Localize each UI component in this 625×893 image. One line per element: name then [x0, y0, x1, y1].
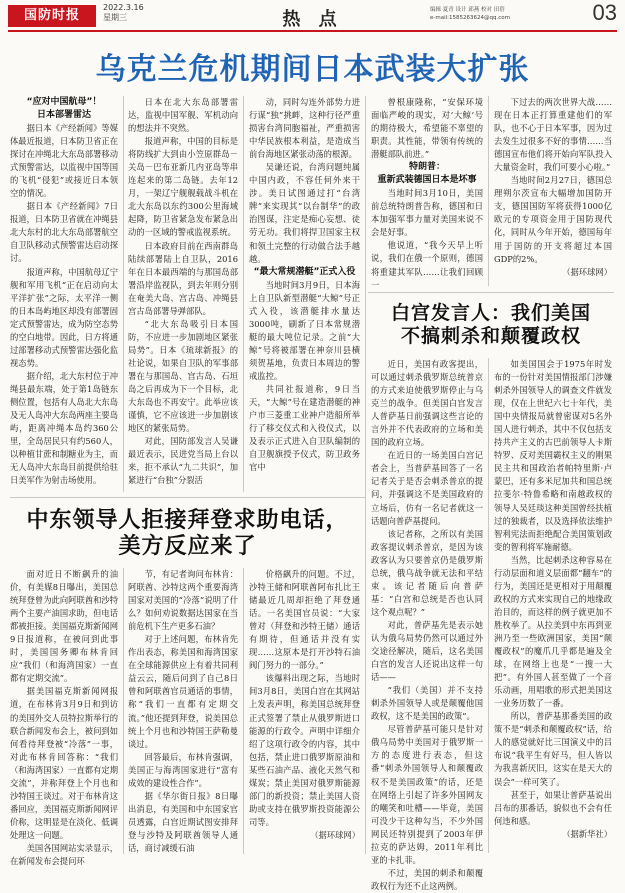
article3-headline — [10, 508, 365, 560]
column-divider — [123, 96, 124, 492]
source-credit: （据环球网） — [562, 266, 612, 277]
date-text: 2022.3.16 — [103, 3, 144, 12]
article2-headline — [368, 302, 614, 348]
paragraph: 日本政府目前在西南群岛陆续部署陆上自卫队，2016年在日本最西端的与那国岛部署沿岸监视队，到去年则分别在奄美大岛、宫古岛、冲绳县宫古岛部署导弹部队。 — [128, 240, 238, 316]
paragraph: 价格飙升的问题。不过，沙特王储和阿联酋阿布扎比王储最近几周却拒绝了拜登通话。一名美国官员说：“大家曾对（拜登和沙特王储）通话有期待，但通话并没有实现……这原本是打开沙特石油阀门努力的一部分。” — [249, 569, 360, 671]
article1-column-3 — [249, 96, 360, 492]
article1-column-1 — [10, 96, 118, 492]
subheading: 日本部署雷达 — [36, 110, 91, 120]
paragraph: 面对近日不断飙升的油价，有美媒8日曝出，美国总统拜登曾为此向阿联酋和沙特两个主要产油国求助，但电话都被拒接。美国福克斯新闻网9日报道称，在被问到此事时，美国国务卿布林肯回应“我们（和海湾国家）一直都有定期交流”。 — [10, 569, 118, 684]
paragraph: 据美国福克斯新闻网报道，在布林肯3月9日和到访的美国外交人员特拉斯举行的联合新闻发布会上，被问到如何看待拜登被“冷落”一事，对此布林肯回答称：“我们（和海湾国家）一直都有定期交流”，并称拜登上个月也和沙特国王谈过。对于布林肯这番回应，美国福克斯新闻网评价称，这明显是在淡化、低调处理这一问题。 — [10, 686, 118, 840]
article3-column-1 — [10, 568, 118, 867]
paragraph: 该记者称，之所以有美国政客提议刺杀普京，是因为该政客认为只要普京仍是俄罗斯总统，俄乌战争就无法和平结束。该记者随后向普萨基：“白宫和总统是否也认同这个观点呢？” — [371, 528, 483, 617]
paragraph: 美国各国网站实录显示，在新闻发布会提问环 — [10, 842, 118, 867]
source-credit: （据环球网） — [310, 829, 360, 840]
subheading: 重新武装德国日本是坏事 — [377, 175, 477, 186]
paragraph: 节，有记者询问布林肯：阿联酋、沙特这两个重要海湾国家对美国的“冷落”说明了什么？如何劝说数据达国家在当前危机下生产更多石油？ — [128, 569, 238, 632]
column-divider — [488, 96, 489, 286]
article2-column-2 — [494, 358, 612, 853]
paragraph: 据《华尔街日报》8日曝出消息，有美国和中东国家官员透露，白宫近期试图安排拜登与沙特及阿联酋领导人通话，商讨减缓石油 — [128, 790, 238, 853]
column-divider — [365, 292, 366, 854]
paragraph: “北大东岛吸引日本国防，不应进一步加剧地区紧张局势”。日本《琉球新报》的社论说，如果自卫队的军事部署在与那国岛、宫古岛、石垣岛之后再成为下一个目标，北大东岛也不再安宁。此举应该谨慎，它不应该进一步加剧该地区的紧张局势。 — [128, 318, 238, 434]
paragraph: 吴谦还说，台湾问题纯属中国内政，不容任何外来干涉。美日试图通过打“台湾牌”来实现其“以台制华”的政治图谋，注定是痴心妄想、徒劳无功。我们将捍卫国家主权和领土完整的行动做合法手越越。 — [249, 162, 360, 264]
paragraph: 如美国国会于1975年时发布的一份针对美国情报部门涉嫌刺杀外国领导人的调查文件就发现，仅在上世纪六七十年代，美国中央情报局就曾密谋对5名外国人进行刺杀，其中不仅包括支持共产主义的古巴前领导人卡斯特罗、反对美国霸权主义的刚果民主共和国政治者帕特里斯·卢蒙巴，还有多米尼加共和国总统拉斐尔·特鲁希略和南越政权的领导人吴廷琰这种美国曾经扶植过的独裁者，以及选择依法维护智利宪法而拒绝配合美国策划政变的智利将军施耐德。 — [494, 359, 612, 552]
paragraph: 日本在北大东岛部署雷达，监视中国军舰、军机动向的想法并不突然。 — [128, 97, 238, 134]
subheading: “最大常规潜艇”正式入役 — [253, 266, 356, 277]
paragraph: 下过去的两次世界大战……现在日本正打算重建他们的军队，也不心于日本军事，因为过去发生过很多不好的事情……当德国宣布他们将开始向军队投入大量资金时，我们可要小心啦。” — [494, 97, 612, 173]
article3-column-2 — [128, 568, 238, 854]
paragraph: 对此，国防部发言人吴谦最近表示，民进党当局上台以来，拒不承认“九二共识”，加紧进行“台独”分裂活 — [128, 436, 238, 486]
article3-headline-line1: 中东领导人拒接拜登求助电话， — [26, 508, 349, 533]
paragraph: 回答最后，布林肯强调，美国正与海湾国家进行“富有成效的建设性合作”。 — [128, 751, 238, 788]
paragraph: 对此，普萨基先是表示她认为俄乌局势仍然可以通过外交途径解决，随后，这名美国白宫的发言人还说出这样一句话—— — [371, 619, 483, 683]
paragraph: 当地时间2月27日，德国总理朔尔茨宣布大幅增加国防开支，德国国防军将获得1000亿欧元的专项资金用于国防现代化，同时从今年开始，德国每年用于国防的开支将超过本国GDP的2%。 — [494, 175, 612, 264]
column-divider — [243, 96, 244, 492]
editor-credits — [430, 6, 510, 22]
paragraph: 该爆料出现之际，当地时间3月8日，美国白宫在其网站上发表声明，称美国总统拜登正式签署了禁止从俄罗斯进口能源的行政令。声明中详细介绍了这项行政令的内容，其中包括，禁止进口俄罗斯原油和某些石油产品、液化天然气和煤炭；禁止美国对俄罗斯能源部门的新投资；禁止美国人资助或支持在俄罗斯投资能源公司等。 — [249, 673, 360, 827]
column-divider — [488, 358, 489, 853]
source-credit: （据新华社） — [562, 828, 612, 839]
article3-headline-line2: 美方反应来了 — [118, 534, 257, 559]
paragraph: 当然，比起刺杀这种容易在行动层面和道义层面都“翻车”的行为，美国还是更相对于用颠覆政权的方式来实现自己的地缘政治目的，而这样的例子就更加不胜枚举了。从拉美到中东再到亚洲乃至一些欧洲国家，美国“颠覆政权”的魔爪几乎都是遍及全球，在网络上也是“一搜一大把”。有外国人甚至做了一个音乐动画，用唱歌的形式把美国这一业务历数了一番。 — [494, 554, 612, 709]
paragraph: 据日本《产经新闻》7日报道，日本防卫省就在冲绳县北大东村的北大东岛部署航空自卫队移动式预警雷达启动探讨。 — [10, 201, 118, 264]
masthead-rule — [8, 30, 617, 32]
paragraph: 不过，美国的刺杀和颠覆政权行为还不止这两例。 — [371, 867, 483, 891]
paragraph: 报道声称，中国的目标是将防线扩大到由小笠原群岛－关岛－巴布亚新几内亚岛等串连起来的第二岛链。去年12月，一架辽宁舰舰载战斗机在北大东岛以东约300公里海域起降，防卫省紧急发布紧急出动的一区域的警戒监视系统。 — [128, 136, 238, 238]
main-headline: 乌克兰危机期间日本武装大扩张 — [95, 52, 530, 87]
subheading: “应对中国航母”！ — [26, 97, 102, 107]
paragraph: 他说道，“我今天早上听说，我们在俄一个原则，德国将重建其军队……让我们回顾一 — [371, 240, 483, 290]
editors-line: 编辑 夏青 设计 邱燕 校对 田蓓 — [430, 7, 505, 13]
article1-column-2 — [128, 96, 238, 492]
section-divider — [368, 292, 614, 293]
paragraph: 曾根康隆称，“安保环境面临严峻的现实，对‘大鲸’号的期待极大，希望能不辜望的职责。其性能，带领有传统的潜艇部队前进。” — [371, 97, 483, 160]
newspaper-logo: 国防时报 — [8, 5, 96, 27]
paragraph: 动，同时勾连外部势力进行谋“独”挑衅，这种行径严重损害台湾同胞福祉，严重损害中华民族根本利益，是造成当前台海地区紧张动荡的根源。 — [249, 97, 360, 160]
paragraph: 当地时间3月9日，日本海上自卫队新型潜艇“大鲸”号正式入役，该潜艇排水量达3000吨，刷新了日本常规潜艇的最大吨位记录。之前“大鲸”号将被部署在神奈川县横须贺基地，负责日本周边的警戒监控。 — [249, 279, 360, 381]
paragraph: 据日本《产经新闻》等媒体最近报道，日本防卫省正在探讨在冲绳北大东岛部署移动式预警雷达，以监视中国等国的飞机“侵犯”或接近日本领空的情况。 — [10, 123, 118, 199]
article2-column-1 — [371, 358, 483, 891]
article1-column-4 — [371, 96, 483, 290]
email-line: e-mail:1585263624@qq.com — [430, 15, 510, 21]
paragraph: 报道声称，中国航母辽宁舰和军用飞机“正在启动向太平洋扩张”之际，太平洋一侧的日本岛屿地区却没有部署固定式预警雷达，成为防空态势的空白地带。因此，日方将通过部署移动式预警雷达强化监视态势。 — [10, 266, 118, 368]
paragraph: 当地时间3月10日，美国前总统特朗普告称，德国和日本加强军事力量对美国来说不会是好事。 — [371, 188, 483, 238]
article1-column-5 — [494, 96, 612, 286]
article2-headline-line1: 白宫发言人：我们美国 — [390, 302, 591, 324]
column-divider — [243, 568, 244, 854]
paragraph: 据介绍，北大东村位于冲绳县最东端，处于第1岛链东侧位置，包括有人岛北大东岛及无人岛冲大东岛两座主要岛屿，距离冲绳本岛约360公里，全岛居民只有约560人，以种植甘蔗和制糖业为主，而无人岛冲大东岛目前提供给驻日美军作为射击场使用。 — [10, 370, 118, 486]
subheading: 特朗普： — [408, 162, 445, 173]
paragraph: 甚至于，如果让普萨基说出吕布的那番话，貌似也不会有任何违和感。 — [494, 789, 612, 826]
page-number: 03 — [592, 0, 617, 25]
paragraph: 共同社报道称，9日当天，“大鲸”号在建造潜艇的神户市三菱重工业神户造船所举行了移交仪式和入役仪式，以及表示正式进入自卫队编制的自卫舰旗授予仪式，防卫政务官中 — [249, 383, 360, 473]
paragraph: 对于上述问题，布林肯先作出表态，称美国和海湾国家在全球能源供应上有着共同利益云云，随后问到了自己8日曾和阿联酋官员通话的事情，称“我们一直都有定期交流。”他还提到拜登，说美国总统上个月也和沙特国王萨勒曼谈过。 — [128, 634, 238, 749]
column-divider — [123, 568, 124, 854]
paragraph: 尽管普萨基可能只是针对俄乌局势中美国对于俄罗斯一方的态度进行表态，但这番“刺杀外国领导人和颠覆政权不是美国政策”的话，还是在网络上引起了许多外国网友的嘲笑和吐槽——毕竟，美国可没少干这种勾当，不少外国网民还特别提到了2003年伊拉克的萨达姆，2011年利比亚的卡扎菲。 — [371, 724, 483, 865]
paragraph: “我们（美国）并不支持刺杀外国领导人或是颠覆他国政权，这不是美国的政策”。 — [371, 685, 483, 722]
section-title: 热 点 — [282, 9, 343, 30]
paragraph: 所以，普萨基那番美国的政策不是“刺杀和颠覆政权”话，给人的感觉就好比三国演义中的吕布说“我平生有好马，但人皆以为我喜新厌旧，这实在是天大的误会”一样可笑了。 — [494, 711, 612, 787]
paragraph: 在近日的一场美国白宫记者会上，当普萨基回答了一名记者关于是否会刺杀普京的提问，并强调这不是美国政府的立场后，仿有一名记者就这一话题向普萨基提问。 — [371, 450, 483, 526]
paragraph: 近日，美国有政客提出，可以通过刺杀俄罗斯总统普京的方式来迫使俄罗斯停止与乌克兰的战争。但美国白宫发言人普萨基日前强调这些言论的言外并不代表政府的立场和美国的政府立场。 — [371, 359, 483, 448]
article3-column-3 — [249, 568, 360, 854]
section-divider — [10, 497, 365, 498]
article2-headline-line2: 不搞刺杀和颠覆政权 — [400, 325, 581, 347]
weekday-text: 星期三 — [103, 13, 127, 22]
